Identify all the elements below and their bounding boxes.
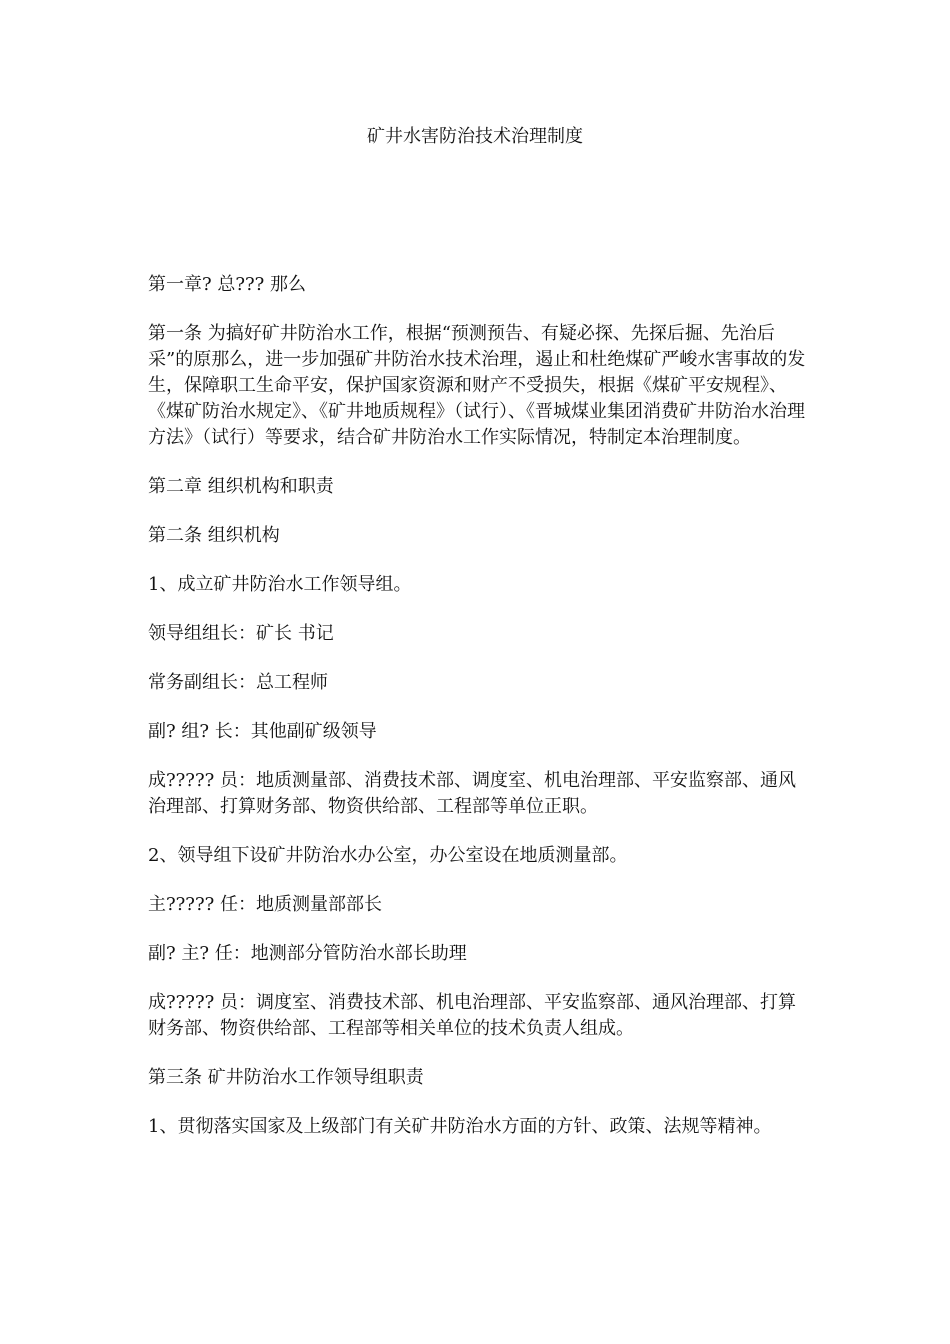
list-item-establish-group: 1、成立矿井防治水工作领导组。 <box>148 574 412 595</box>
office-director-line: 主????? 任：地质测量部部长 <box>148 894 382 915</box>
document-body <box>148 272 808 1163</box>
article-3-heading: 第三条 矿井防治水工作领导组职责 <box>148 1067 424 1088</box>
executive-deputy-line: 常务副组长：总工程师 <box>148 672 328 693</box>
article-2-heading: 第二条 组织机构 <box>148 525 280 546</box>
deputy-leader-line: 副? 组? 长：其他副矿级领导 <box>148 721 377 742</box>
group-leader-line: 领导组组长：矿长 书记 <box>148 623 334 644</box>
office-deputy-director-line: 副? 主? 任：地测部分管防治水部长助理 <box>148 943 467 964</box>
office-members-line: 成????? 员：调度室、消费技术部、机电治理部、平安监察部、通风治理部、打算财务部、物资供给部、工程部等相关单位的技术负责人组成。 <box>148 992 796 1039</box>
article-1-paragraph: 第一条 为搞好矿井防治水工作，根据“预测预告、有疑必探、先探后掘、先治后采”的原那么，进一步加强矿井防治水技术治理，遏止和杜绝煤矿严峻水害事故的发生，保障职工生命平安，保护国家资源和财产不受损失，根据《煤矿平安规程》、《煤矿防治水规定》、《矿井地质规程》（试行）、《晋城煤业集团消费矿井防治水治理方法》（试行）等要求，结合矿井防治水工作实际情况，特制定本治理制度。 <box>148 323 806 448</box>
document-title: 矿井水害防治技术治理制度 <box>367 126 583 147</box>
chapter-heading-1: 第一章? 总??? 那么 <box>148 274 307 295</box>
group-members-line: 成????? 员：地质测量部、消费技术部、调度室、机电治理部、平安监察部、通风治理部、打算财务部、物资供给部、工程部等单位正职。 <box>148 770 796 817</box>
chapter-heading-2: 第二章 组织机构和职责 <box>148 476 334 497</box>
list-item-office: 2、领导组下设矿井防治水办公室，办公室设在地质测量部。 <box>148 845 628 866</box>
list-item-implement-policy: 1、贯彻落实国家及上级部门有关矿井防治水方面的方针、政策、法规等精神。 <box>148 1116 772 1137</box>
